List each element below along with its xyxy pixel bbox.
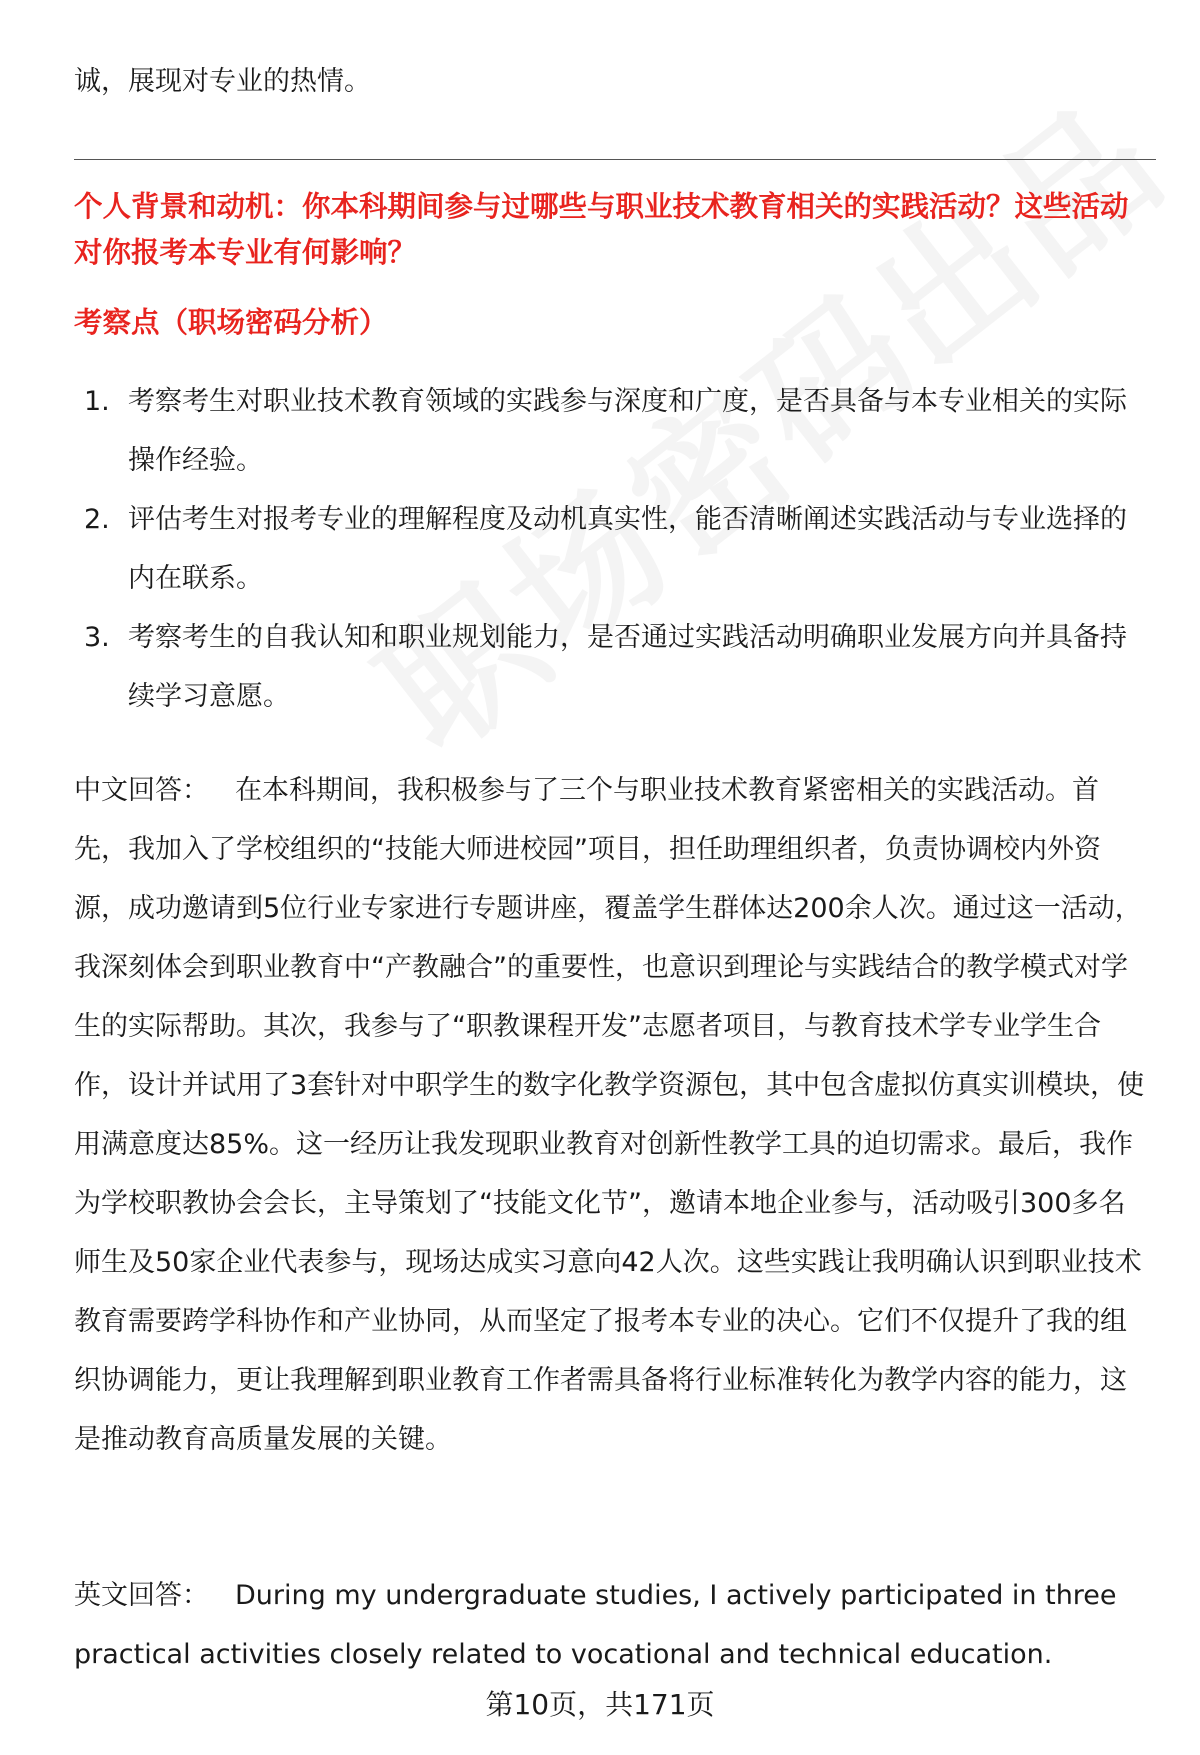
chinese-answer-label: 中文回答： [74, 775, 209, 806]
list-item-text: 考察考生的自我认知和职业规划能力，是否通过实践活动明确职业发展方向并具备持续学习意愿。 [128, 622, 1127, 712]
list-number: 2. [84, 504, 110, 535]
list-item-text: 考察考生对职业技术教育领域的实践参与深度和广度，是否具备与本专业相关的实际操作经验。 [128, 386, 1127, 476]
evaluation-points-list [74, 372, 1148, 726]
list-item [74, 608, 1148, 726]
divider [74, 159, 1156, 160]
list-item [74, 372, 1148, 490]
page-footer: 第10页，共171页 [485, 1688, 715, 1721]
chinese-answer [74, 761, 1148, 1469]
section-title: 考察点（职场密码分析） [74, 306, 388, 339]
list-number: 1. [84, 386, 110, 417]
english-answer-label: 英文回答： [74, 1580, 209, 1611]
chinese-answer-text: 在本科期间，我积极参与了三个与职业技术教育紧密相关的实践活动。首先，我加入了学校组织的“技能大师进校园”项目，担任助理组织者，负责协调校内外资源，成功邀请到5位行业专家进行专题讲座，覆盖学生群体达200余人次。通过这一活动，我深刻体会到职业教育中“产教融合”的重要性，也意识到理论与实践结合的教学模式对学生的实际帮助。其次，我参与了“职教课程开发”志愿者项目，与教育技术学专业学生合作，设计并试用了3套针对中职学生的数字化教学资源包，其中包含虚拟仿真实训模块，使用满意度达85%。这一经历让我发现职业教育对创新性教学工具的迫切需求。最后，我作为学校职教协会会长，主导策划了“技能文化节”，邀请本地企业参与，活动吸引300多名师生及50家企业代表参与，现场达成实习意向42人次。这些实践让我明确认识到职业技术教育需要跨学科协作和产业协同，从而坚定了报考本专业的决心。它们不仅提升了我的组织协调能力，更让我理解到职业教育工作者需具备将行业标准转化为教学内容的能力，这是推动教育高质量发展的关键。 [74, 775, 1145, 1455]
continuation-text: 诚，展现对专业的热情。 [74, 66, 371, 97]
list-item [74, 490, 1148, 608]
list-number: 3. [84, 622, 110, 653]
english-answer [74, 1566, 1148, 1684]
list-item-text: 评估考生对报考专业的理解程度及动机真实性，能否清晰阐述实践活动与专业选择的内在联系。 [128, 504, 1127, 594]
question-heading: 个人背景和动机：你本科期间参与过哪些与职业技术教育相关的实践活动？这些活动对你报考本专业有何影响？ [74, 190, 1129, 269]
english-answer-text: During my undergraduate studies, I actively participated in three practical activities closely related to vocational and technical education. [74, 1580, 1117, 1670]
